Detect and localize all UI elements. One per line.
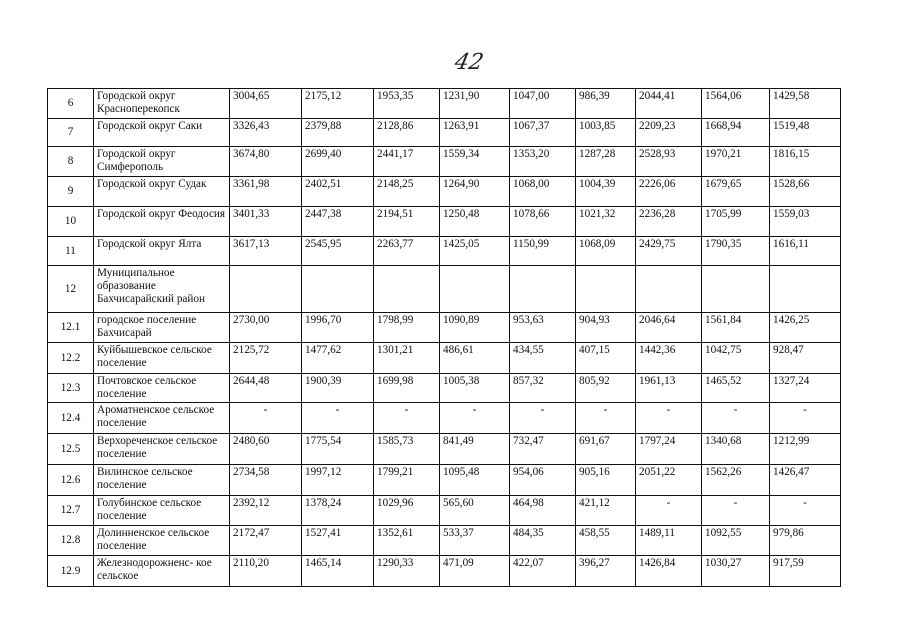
value-cell: 1961,13	[636, 374, 702, 403]
table-row	[48, 207, 841, 237]
municipality-name: Городской округ Феодосия	[94, 207, 230, 237]
municipality-name: Муниципальное образование Бахчисарайский район	[94, 266, 230, 313]
row-number: 12.8	[48, 526, 94, 556]
table-row	[48, 119, 841, 147]
value-cell: 2392,12	[230, 496, 302, 526]
value-cell: 2429,75	[636, 237, 702, 266]
value-cell: 1212,99	[770, 434, 841, 465]
value-cell: -	[702, 403, 770, 434]
value-cell: 533,37	[440, 526, 510, 556]
value-cell: 1301,21	[374, 343, 440, 374]
value-cell: -	[636, 496, 702, 526]
value-cell: 1378,24	[302, 496, 374, 526]
value-cell: 1900,39	[302, 374, 374, 403]
page-number: 42	[452, 50, 486, 75]
value-cell: 928,47	[770, 343, 841, 374]
value-cell: 1092,55	[702, 526, 770, 556]
value-cell: 1340,68	[702, 434, 770, 465]
value-cell: 2194,51	[374, 207, 440, 237]
value-cell: 1090,89	[440, 313, 510, 343]
value-cell: 2172,47	[230, 526, 302, 556]
value-cell: 1559,03	[770, 207, 841, 237]
table-row	[48, 313, 841, 343]
value-cell: 1519,48	[770, 119, 841, 147]
table-row	[48, 496, 841, 526]
value-cell: 3401,33	[230, 207, 302, 237]
value-cell: 1327,24	[770, 374, 841, 403]
value-cell: 1562,26	[702, 465, 770, 496]
value-cell: 805,92	[576, 374, 636, 403]
value-cell: 2379,88	[302, 119, 374, 147]
value-cell: 1005,38	[440, 374, 510, 403]
table-row	[48, 147, 841, 177]
value-cell: 691,67	[576, 434, 636, 465]
row-number: 12.7	[48, 496, 94, 526]
value-cell: 1029,96	[374, 496, 440, 526]
municipality-name: Железнодорожненс- кое сельское	[94, 556, 230, 587]
value-cell: -	[440, 403, 510, 434]
value-cell: 1442,36	[636, 343, 702, 374]
value-cell	[770, 266, 841, 313]
value-cell: 1527,41	[302, 526, 374, 556]
value-cell: 1250,48	[440, 207, 510, 237]
municipality-name: Городской округ Судак	[94, 177, 230, 207]
table-row	[48, 556, 841, 587]
value-cell: 1353,20	[510, 147, 576, 177]
value-cell: 1067,37	[510, 119, 576, 147]
value-cell: 1465,52	[702, 374, 770, 403]
value-cell: 3674,80	[230, 147, 302, 177]
value-cell: 1003,85	[576, 119, 636, 147]
municipality-name: Городской округ Ялта	[94, 237, 230, 266]
value-cell	[576, 266, 636, 313]
value-cell: 1352,61	[374, 526, 440, 556]
value-cell: 407,15	[576, 343, 636, 374]
value-cell: 2730,00	[230, 313, 302, 343]
table-row	[48, 177, 841, 207]
table-row	[48, 237, 841, 266]
row-number: 6	[48, 89, 94, 119]
value-cell: 2175,12	[302, 89, 374, 119]
value-cell: 917,59	[770, 556, 841, 587]
value-cell: 421,12	[576, 496, 636, 526]
value-cell: 732,47	[510, 434, 576, 465]
value-cell: 979,86	[770, 526, 841, 556]
value-cell	[510, 266, 576, 313]
row-number: 12.9	[48, 556, 94, 587]
value-cell: 2044,41	[636, 89, 702, 119]
municipality-name: Вилинское сельское поселение	[94, 465, 230, 496]
row-number: 9	[48, 177, 94, 207]
value-cell	[230, 266, 302, 313]
value-cell: 1816,15	[770, 147, 841, 177]
value-cell: 1561,84	[702, 313, 770, 343]
value-cell: 1489,11	[636, 526, 702, 556]
value-cell: 1996,70	[302, 313, 374, 343]
value-cell: 1290,33	[374, 556, 440, 587]
municipality-name: городское поселение Бахчисарай	[94, 313, 230, 343]
value-cell: 1705,99	[702, 207, 770, 237]
value-cell: 1078,66	[510, 207, 576, 237]
value-cell: 2236,28	[636, 207, 702, 237]
value-cell: 471,09	[440, 556, 510, 587]
value-cell: 2545,95	[302, 237, 374, 266]
value-cell	[636, 266, 702, 313]
value-cell: 3326,43	[230, 119, 302, 147]
value-cell: 422,07	[510, 556, 576, 587]
table-row	[48, 89, 841, 119]
value-cell	[440, 266, 510, 313]
table-row	[48, 465, 841, 496]
value-cell: 953,63	[510, 313, 576, 343]
value-cell: 1953,35	[374, 89, 440, 119]
value-cell: 458,55	[576, 526, 636, 556]
value-cell: 1047,00	[510, 89, 576, 119]
value-cell: 1068,00	[510, 177, 576, 207]
municipality-name: Городской округ Саки	[94, 119, 230, 147]
value-cell: 1559,34	[440, 147, 510, 177]
municipality-name: Долинненское сельское поселение	[94, 526, 230, 556]
value-cell: 2051,22	[636, 465, 702, 496]
table-row	[48, 526, 841, 556]
value-cell: 396,27	[576, 556, 636, 587]
value-cell: 1585,73	[374, 434, 440, 465]
value-cell: 1616,11	[770, 237, 841, 266]
row-number: 12.4	[48, 403, 94, 434]
row-number: 7	[48, 119, 94, 147]
row-number: 12	[48, 266, 94, 313]
value-cell: 1564,06	[702, 89, 770, 119]
value-cell: 565,60	[440, 496, 510, 526]
row-number: 12.1	[48, 313, 94, 343]
value-cell: -	[510, 403, 576, 434]
value-cell: -	[302, 403, 374, 434]
value-cell: -	[636, 403, 702, 434]
value-cell: -	[576, 403, 636, 434]
value-cell: 2263,77	[374, 237, 440, 266]
value-cell: -	[770, 496, 841, 526]
value-cell: 2402,51	[302, 177, 374, 207]
value-cell: 1528,66	[770, 177, 841, 207]
municipality-name: Городской округ Симферополь	[94, 147, 230, 177]
value-cell: 1150,99	[510, 237, 576, 266]
value-cell: -	[770, 403, 841, 434]
value-cell: 2110,20	[230, 556, 302, 587]
value-cell: 1970,21	[702, 147, 770, 177]
municipality-name: Почтовское сельское поселение	[94, 374, 230, 403]
value-cell: -	[374, 403, 440, 434]
tariff-table	[47, 88, 841, 587]
value-cell: -	[230, 403, 302, 434]
municipality-name: Городской округ Красноперекопск	[94, 89, 230, 119]
value-cell: 3617,13	[230, 237, 302, 266]
value-cell: 1426,47	[770, 465, 841, 496]
value-cell: 434,55	[510, 343, 576, 374]
row-number: 8	[48, 147, 94, 177]
value-cell: 3004,65	[230, 89, 302, 119]
value-cell: 1030,27	[702, 556, 770, 587]
value-cell: 1429,58	[770, 89, 841, 119]
table-row	[48, 343, 841, 374]
table-row	[48, 374, 841, 403]
value-cell: 2128,86	[374, 119, 440, 147]
value-cell: 484,35	[510, 526, 576, 556]
value-cell: 1264,90	[440, 177, 510, 207]
value-cell: 954,06	[510, 465, 576, 496]
value-cell: 1477,62	[302, 343, 374, 374]
value-cell: 2226,06	[636, 177, 702, 207]
value-cell: 986,39	[576, 89, 636, 119]
row-number: 12.6	[48, 465, 94, 496]
value-cell: 2148,25	[374, 177, 440, 207]
value-cell: 1798,99	[374, 313, 440, 343]
value-cell: 1068,09	[576, 237, 636, 266]
value-cell: 1699,98	[374, 374, 440, 403]
value-cell: 1042,75	[702, 343, 770, 374]
value-cell: 1426,25	[770, 313, 841, 343]
value-cell: 1797,24	[636, 434, 702, 465]
value-cell: -	[702, 496, 770, 526]
value-cell: 464,98	[510, 496, 576, 526]
table-row	[48, 403, 841, 434]
value-cell: 486,61	[440, 343, 510, 374]
value-cell: 1668,94	[702, 119, 770, 147]
value-cell: 1679,65	[702, 177, 770, 207]
value-cell	[302, 266, 374, 313]
value-cell	[702, 266, 770, 313]
value-cell: 2125,72	[230, 343, 302, 374]
value-cell: 2734,58	[230, 465, 302, 496]
municipality-name: Ароматненское сельское поселение	[94, 403, 230, 434]
value-cell: 905,16	[576, 465, 636, 496]
row-number: 12.2	[48, 343, 94, 374]
value-cell: 2480,60	[230, 434, 302, 465]
value-cell: 1426,84	[636, 556, 702, 587]
row-number: 10	[48, 207, 94, 237]
value-cell: 1790,35	[702, 237, 770, 266]
value-cell: 1425,05	[440, 237, 510, 266]
value-cell	[374, 266, 440, 313]
value-cell: 1465,14	[302, 556, 374, 587]
value-cell: 2528,93	[636, 147, 702, 177]
value-cell: 2699,40	[302, 147, 374, 177]
row-number: 12.5	[48, 434, 94, 465]
value-cell: 1231,90	[440, 89, 510, 119]
value-cell: 1287,28	[576, 147, 636, 177]
municipality-name: Голубинское сельское поселение	[94, 496, 230, 526]
value-cell: 2046,64	[636, 313, 702, 343]
value-cell: 1263,91	[440, 119, 510, 147]
value-cell: 1799,21	[374, 465, 440, 496]
value-cell: 1095,48	[440, 465, 510, 496]
value-cell: 1997,12	[302, 465, 374, 496]
table-row	[48, 434, 841, 465]
row-number: 11	[48, 237, 94, 266]
value-cell: 1004,39	[576, 177, 636, 207]
value-cell: 2644,48	[230, 374, 302, 403]
row-number: 12.3	[48, 374, 94, 403]
value-cell: 857,32	[510, 374, 576, 403]
value-cell: 2447,38	[302, 207, 374, 237]
municipality-name: Куйбышевское сельское поселение	[94, 343, 230, 374]
value-cell: 2209,23	[636, 119, 702, 147]
value-cell: 904,93	[576, 313, 636, 343]
value-cell: 1775,54	[302, 434, 374, 465]
value-cell: 841,49	[440, 434, 510, 465]
municipality-name: Верхореченское сельское поселение	[94, 434, 230, 465]
value-cell: 3361,98	[230, 177, 302, 207]
table-row	[48, 266, 841, 313]
value-cell: 1021,32	[576, 207, 636, 237]
value-cell: 2441,17	[374, 147, 440, 177]
